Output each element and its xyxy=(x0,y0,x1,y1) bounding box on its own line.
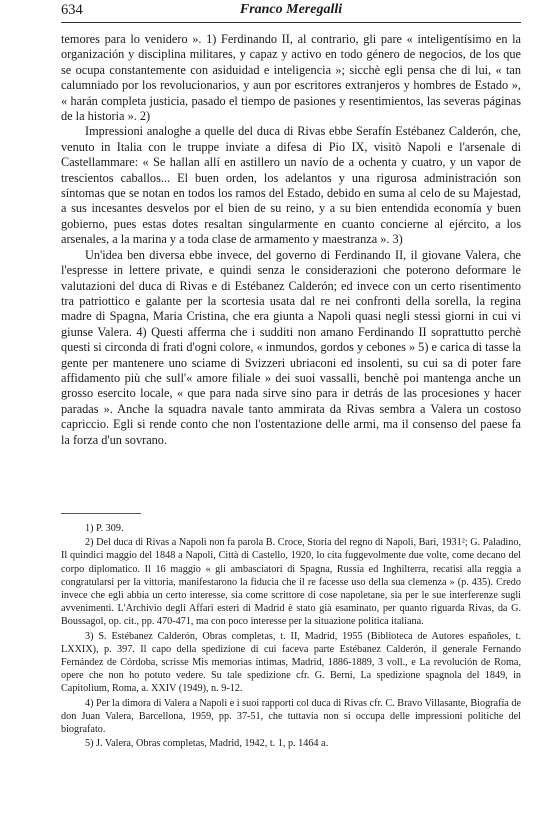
body-paragraph-3: Un'idea ben diversa ebbe invece, del governo di Ferdinando II, il giovane Valera, che l'espresse in lettere private, e quindi senza le considerazioni che poterono deformare le valutazioni del duca di Rivas e di Estébanez Calderón; ed invece con un certo risentimento tra patriottico e galante per la scortesia usata dal re nei confronti della sorella, la regina madre di Spagna, Maria Cristina, che era giunta a Napoli quasi negli stessi giorni in cui vi giunse Valera. 4) Questi afferma che i sudditi non amano Ferdinando II soprattutto perchè questi si circonda di frati d'ogni colore, « inmundos, gordos y cebones » 5) e carica di tasse la gente per mantenere uno sciame di Svizzeri ubriaconi ed insolenti, su cui sa di poter fare affidamento più che sull'« amore filiale » dei suoi vassalli, benchè poi mantenga anche un grosso esercito locale, « que para nada sirve sino para ir detrás de las procesiones y hacer paradas ». Anche la squadra navale tanto ammirata da Rivas sembra a Valera un costoso capriccio. Egli si rende conto che non l'ostentazione delle armi, ma il consenso del paese fa la forza d'un sovrano. xyxy=(61,247,521,447)
body-paragraph-1: temores para lo venidero ». 1) Ferdinando II, al contrario, gli pare « inteligentísimo en la organización y disciplina militares, y capaz y activo en todo género de negocios, de los que se ocupa constantemente con asiduidad e inteligencia »; sicchè egli pensa che di lui, « tan calumniado por los revolucionarios, y aun por escritores extranjeros y hombres de Estado », « harán completa justicia, pasado el tiempo de pasiones y resentimientos, las severas páginas de la historia ». 2) xyxy=(61,32,521,124)
footnote-4: 4) Per la dimora di Valera a Napoli e i suoi rapporti col duca di Rivas cfr. C. Bravo Villasante, Biografía de don Juan Valera, Barcellona, 1959, pp. 37-51, che tuttavia non si occupa delle impressioni politiche del biografato. xyxy=(61,697,521,736)
page-number: 634 xyxy=(61,2,83,18)
footnote-1: 1) P. 309. xyxy=(85,523,124,534)
footnote-2: 2) Del duca di Rivas a Napoli non fa parola B. Croce, Storia del regno di Napoli, Bari, 1931²; G. Paladino, Il quindici maggio del 1848 a Napoli, Città di Castello, 1920, lo cita fuggevolmente due volte, come decano del corpo diplomatico. Il 16 maggio « gli ambasciatori di Spagna, Russia ed Inghilterra, recatisi alla reggia a congratularsi per la vittoria, manifestarono la fiducia che il re facesse uso della sua clemenza » (p. 435). Credo invece che egli abbia un certo interesse, sia come scrittore di cose napoletane, sia per le sue interferenze sugli avvenimenti. L'Archivio degli Affari esteri di Madrid è stato già esaminato, per quanto riguarda Rivas, da G. Boussagol, op. cit., pp. 470-471, ma con poco interesse per la situazione politica italiana. xyxy=(61,537,521,628)
running-head: Franco Meregalli xyxy=(239,2,343,17)
header-rule xyxy=(61,22,521,23)
body-text xyxy=(61,32,521,448)
footnote-3: 3) S. Estébanez Calderón, Obras completas, t. II, Madrid, 1955 (Biblioteca de Autores españoles, t. LXXIX), p. 397. Il capo della spedizione di cui faceva parte Estébanez Calderón, il generale Fernando Fernández de Córdoba, scrisse Mis memorias íntimas, Madrid, 1886-1889, 3 voll., e La revolución de Roma, opere che non ho potuto vedere. Su tale spedizione cfr. G. Berni, La spedizione spagnola del 1849, in Capitolium, Roma, a. XXIV (1949), n. 9-12. xyxy=(61,630,521,695)
body-paragraph-2: Impressioni analoghe a quelle del duca di Rivas ebbe Serafín Estébanez Calderón, che, venuto in Italia con le truppe inviate a difesa di Pio IX, visitò Napoli e l'arsenale di Castellammare: « Se hallan allí en astillero un navío de a ochenta y cuatro, y un vapor de trescientos caballos... El buen orden, los adelantos y una rigurosa administración son síntomas que se notan en todos los ramos del Estado, debido en suma al celo de su Majestad, a sus incesantes desvelos por el bien de su reino, y a su bien entendida economía y buen gobierno, pues estas dotes resaltan singularmente en cuanto concierne al ejército, a los arsenales, a la marina y a toda clase de armamento y maestranza ». 3) xyxy=(61,124,521,247)
footnote-rule xyxy=(61,513,141,514)
footnote-5: 5) J. Valera, Obras completas, Madrid, 1942, t. 1, p. 1464 a. xyxy=(85,738,329,750)
page-header xyxy=(61,2,521,24)
footnotes xyxy=(61,521,521,750)
